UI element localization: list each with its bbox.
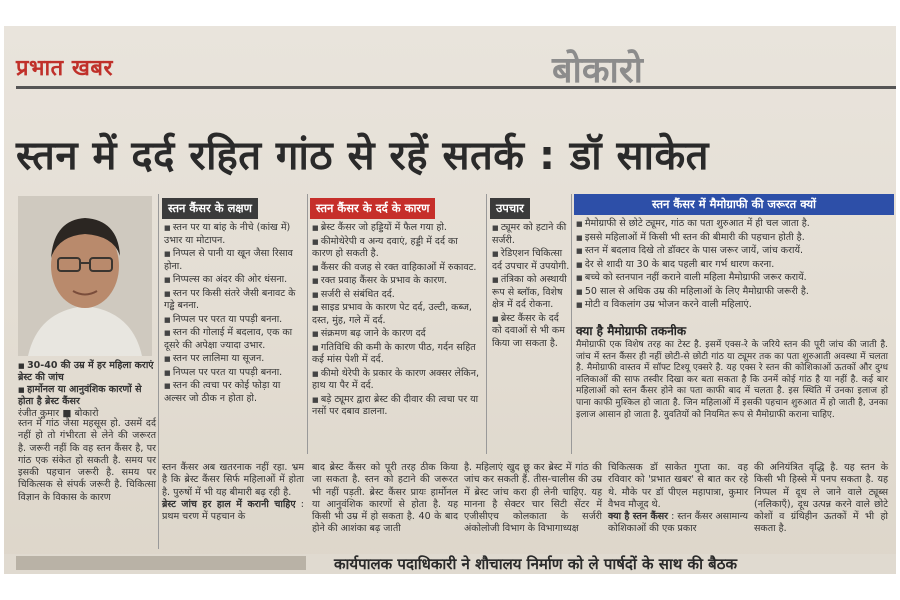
mammo-tech-body: मैमोग्राफी एक विशेष तरह का टेस्ट है. इसमें एक्स-रे के जरिये स्तन की पूरी जांच की जाती है. जांच में स्तन कैंसर ही नहीं छोटी-से छोटी गांठ या ट्यूमर तक का पता शुरुआती अवस्था में चलता है. मैमोग्राफी वास्तव में सॉफ्ट टिश्यू एक्सरे है. यह एक्स रे स्तन की कोशिकाओं ऊतकों और दुग्ध नलिकाओं की साफ तस्वीर दिखा कर बता सकता है कि उनमें कोई गांठ है या नहीं है. कई बार महिलाओं को स्तन कैंसर होने का पता काफी बाद में चलता है. इस स्थिति में उनका इलाज हो पाना काफी मुश्किल हो जाता है. जिन महिलाओं में इसकी पहचान शुरुआत में हो जाती है, उनका इलाज आसान हो जाता है. युवतियों को नियमित रूप से मैमोग्राफी कराना चाहिए. — [576, 340, 888, 420]
newspaper-page — [4, 26, 896, 574]
byline-place: बोकारो — [74, 408, 99, 419]
treatment-heading: उपचार — [490, 198, 530, 219]
city-label: बोकारो — [552, 50, 643, 91]
bottom-headline: कार्यपालक पदाधिकारी ने शौचालय निर्माण को ले पार्षदों के साथ की बैठक — [334, 555, 737, 573]
pain-causes-heading: स्तन कैंसर के दर्द के कारण — [310, 198, 435, 219]
subhead-check: ब्रेस्ट जांच हर हाल में करानी चाहिए — [162, 498, 296, 510]
mammo-need-list: ■ मैमोग्राफी से छोटे ट्यूमर, गांठ का पता शुरुआत में ही चल जाता है. ■ इससे महिलाओं में किसी भी स्तन की बीमारी की पहचान होती है. ■ स्तन में बदलाव दिखे तो डॉक्टर के पास जरूर जायें, जांच करायें. ■ देर से शादी या 30 के बाद पहली बार गर्भ धारण करना. ■ बच्चे को स्तनपान नहीं कराने वाली महिला मैमोग्राफी जरूर करायें. ■ 50 साल से अधिक उम्र की महिलाओं के लिए मैमोग्राफी जरूरी है. ■ मोटी व विकलांग उम्र भोजन करने वाली महिलाएं. — [576, 218, 888, 313]
main-headline: स्तन में दर्द रहित गांठ से रहें सतर्क : डॉ साकेत — [16, 133, 709, 179]
bottom-image-strip — [16, 556, 306, 570]
byline: रंजीत कुमार — [18, 408, 60, 419]
mammo-tech-heading: क्या है मैमोग्राफी तकनीक — [576, 324, 687, 338]
article-col-3: बाद ब्रेस्ट कैंसर को पूरी तरह ठीक किया जा सकता है. स्तन को हटाने की जरूरत भी नहीं पड़ती. ब्रेस्ट कैंसर प्रायः हार्मोनल या आनुवंशिक कारणों से होता है. यह किसी भी उम्र में हो सकता है. 40 के बाद होने की आशंका बढ़ जाती — [312, 462, 458, 535]
column-rule — [307, 194, 308, 454]
article-col-1: स्तन में गांठ जैसा महसूस हो. उसमें दर्द नहीं हो तो गंभीरता से लेने की जरूरत है. जरूरी नहीं कि वह स्तन कैंसर है, पर गांठ एक संकेत हो सकती है. समय पर इसकी पहचान जरूरी है. समय पर चिकित्सक से संपर्क जरूरी है. चिकित्सा विज्ञान के विकास के कारण — [18, 418, 156, 503]
photo-caption: ■ 30-40 की उम्र में हर महिला कराएं ब्रेस्ट की जांच ■ हार्मोनल या आनुवंशिक कारणों से होता है ब्रेस्ट कैंसर रंजीत कुमार ■ बोकारो — [18, 360, 156, 420]
column-rule — [486, 194, 487, 454]
column-rule — [158, 194, 159, 549]
symptoms-list: ■ स्तन पर या बांह के नीचे (कांख में) उभार या मोटापन. ■ निप्पल से पानी या खून जैसा रिसाव होना. ■ निप्पल्स का अंदर की ओर धंसना. ■ स्तन पर किसी संतरे जैसी बनावट के गड्ढे बनना. ■ निप्पल पर परत या पपड़ी बनना. ■ स्तन की गोलाई में बदलाव, एक का दूसरे की अपेक्षा ज्यादा उभार. ■ स्तन पर लालिमा या सूजन. ■ निप्पल पर परत या पपड़ी बनना. ■ स्तन की त्वचा पर कोई फोड़ा या अल्सर जो ठीक न होता हो. — [164, 222, 304, 406]
treatment-list: ■ ट्यूमर को हटाने की सर्जरी. ■ रेडिएशन चिकित्सा दर्द उपचार में उपयोगी. ■ तंत्रिका को अस्थायी रूप से ब्लॉक, विशेष क्षेत्र में दर्द रोकना. ■ ब्रेस्ट कैंसर के दर्द को दवाओं से भी कम किया जा सकता है. — [492, 222, 570, 351]
article-col-5: चिकित्सक डॉ साकेत गुप्ता का. वह रविवार को 'प्रभात खबर' से बात कर रहे थे. मौके पर डॉ पीएल महापात्रा, कुमार वैभव मौजूद थे. क्या है स्तन कैंसर : स्तन कैंसर असामान्य कोशिकाओं की एक प्रकार — [608, 462, 748, 535]
header-rule — [16, 86, 896, 89]
mammo-need-heading: स्तन कैंसर में मैमोग्राफी की जरूरत क्यों — [574, 194, 894, 215]
article-col-4: है. महिलाएं खुद छू कर ब्रेस्ट में गांठ की जांच कर सकती हैं. तीस-चालीस की उम्र में ब्रेस्ट जांच करा ही लेनी चाहिए. यह मानना है सेक्टर चार सिटी सेंटर में एजीसीएच कोलकाता के सर्जरी अंकोलोजी विभाग के विभागाध्यक्ष — [464, 462, 602, 535]
symptoms-heading: स्तन कैंसर के लक्षण — [162, 198, 258, 219]
masthead-logo: प्रभात खबर — [16, 56, 113, 81]
article-col-6: की अनियंत्रित वृद्धि है. यह स्तन के किसी भी हिस्से में पनप सकता है. यह निप्पल में दूध ले जाने वाले ट्यूब्स (नलिकाएँ), दूध उत्पन्न करने वाले छोटे कोशों व ग्रंथिहीन ऊतकों में भी हो सकता है. — [754, 462, 888, 535]
doctor-photo — [18, 196, 152, 356]
column-rule — [571, 194, 572, 454]
article-col-2: स्तन कैंसर अब खतरनाक नहीं रहा. भ्रम है कि ब्रेस्ट कैंसर सिर्फ महिलाओं में होता है. पुरुषों में भी यह बीमारी बढ़ रही है. ब्रेस्ट जांच हर हाल में करानी चाहिए : प्रथम चरण में पहचान के — [162, 462, 304, 523]
subhead-what: क्या है स्तन कैंसर — [608, 511, 669, 523]
pain-causes-list: ■ ब्रेस्ट कैंसर जो हड्डियों में फैल गया हो. ■ कीमोथेरेपी व अन्य दवाएं, हड्डी में दर्द का कारण हो सकती है. ■ कैंसर की वजह से रक्त वाहिकाओं में रुकावट. ■ रक्त प्रवाह कैंसर के प्रभाव के कारण. ■ सर्जरी से संबंधित दर्द. ■ साइड प्रभाव के कारण पेट दर्द, उल्टी, कब्ज, दस्त, मुंह, गले में दर्द. ■ संक्रमण बढ़ जाने के कारण दर्द ■ गतिविधि की कमी के कारण पीठ, गर्दन सहित कई मांस पेशी में दर्द. ■ कीमो थेरेपी के प्रकार के कारण अक्सर लेकिन, हाथ या पैर में दर्द. ■ बड़े ट्यूमर द्वारा ब्रेस्ट की दीवार की त्वचा पर या नसों पर दबाव डालना. — [312, 222, 480, 420]
